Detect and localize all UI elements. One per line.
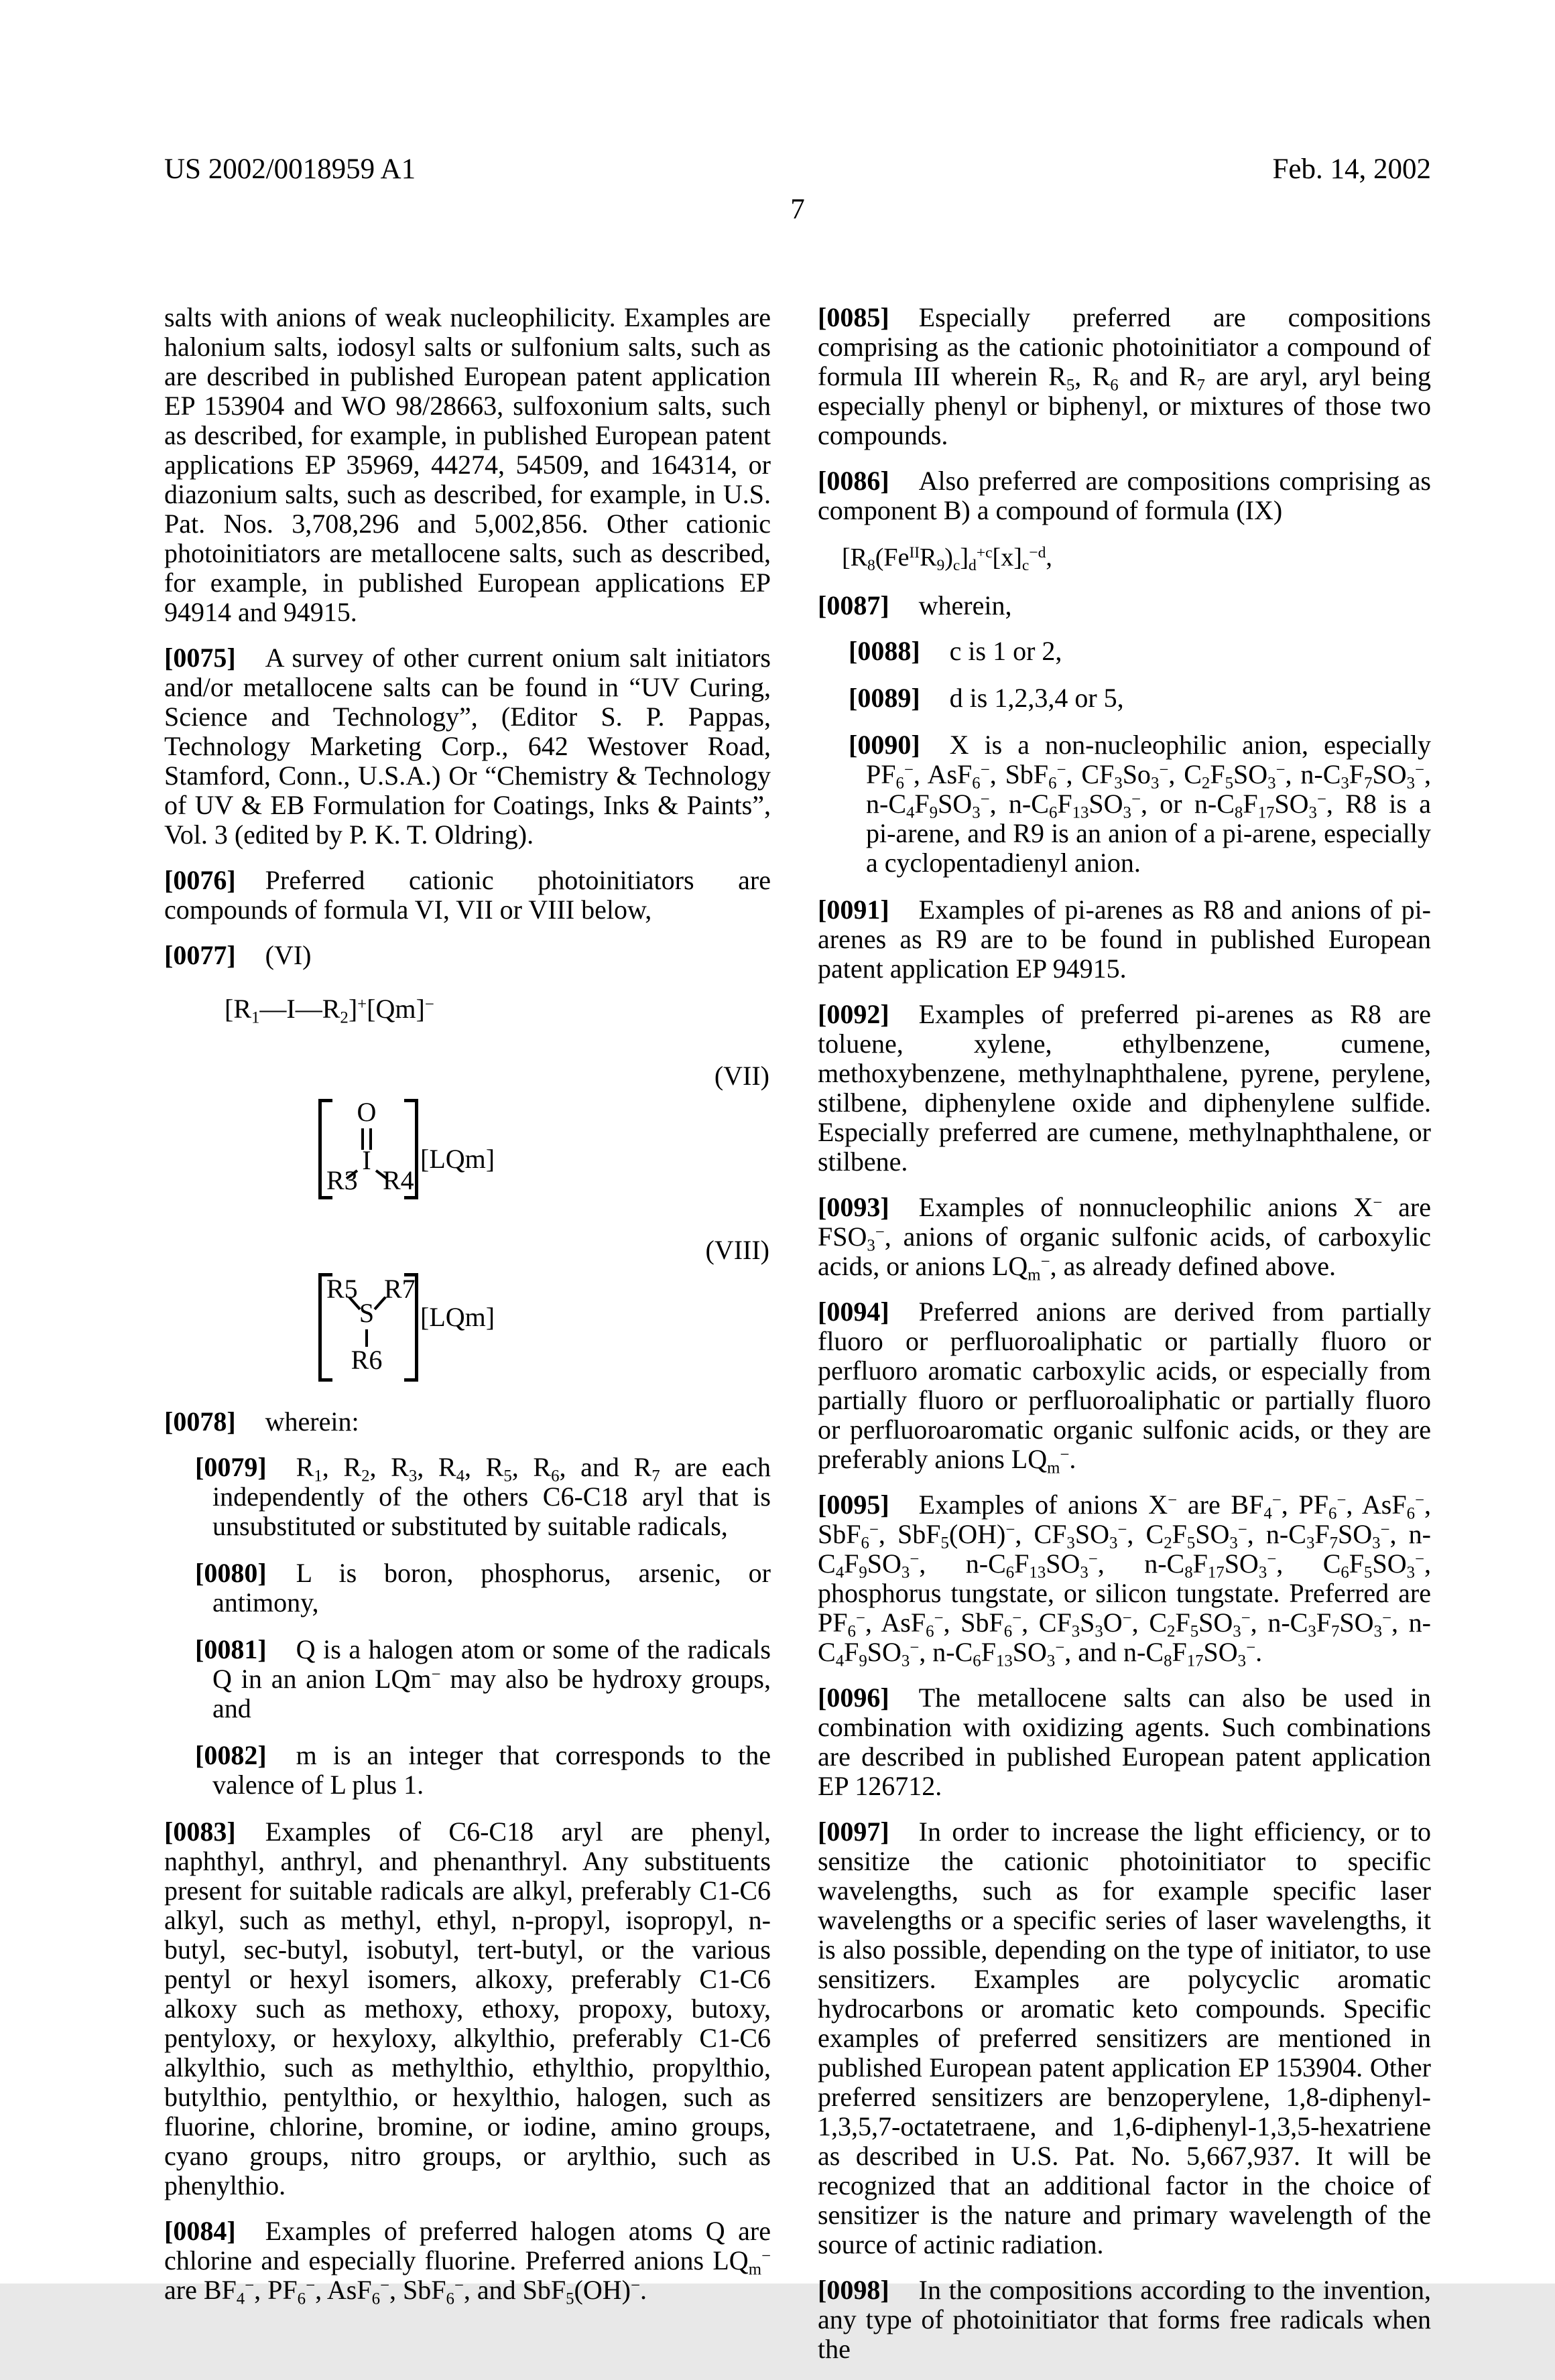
paragraph-tag: [0098]: [818, 2275, 889, 2305]
paragraph-tag: [0096]: [818, 1682, 889, 1713]
paragraph-tag: [0097]: [818, 1816, 889, 1847]
structure-formula-viii: [318, 1273, 493, 1387]
formula-label-viii: (VIII): [705, 1235, 769, 1265]
group-r3: R3: [326, 1165, 358, 1195]
paragraph-text: Examples of preferred halogen atoms Q are chlorine and especially fluorine. Preferred anions $LQ_m^-$ are $BF_4^-$, $PF_6^-$, AsF$_6$−, SbF$_6$−, and SbF$_5$(OH)−.: [164, 2216, 771, 2308]
paragraph-tag: [0076]: [164, 865, 236, 895]
paragraph-0081: [164, 1635, 771, 1723]
paragraph-text: wherein:: [265, 1406, 359, 1437]
paragraph-tag: [0093]: [818, 1192, 889, 1222]
atom-oxygen: O: [357, 1097, 377, 1127]
paragraph-text: In the compositions according to the invention, any type of photoinitiator that forms free radicals when the: [818, 2275, 1431, 2364]
page-number: 7: [790, 194, 805, 225]
paragraph-0094: [818, 1297, 1431, 1477]
paragraph-0085: [818, 303, 1431, 450]
paragraph-text: X is a non-nucleophilic anion, especially $PF_6^-$, AsF$_6$−, SbF$_6$−, $CF_3So_3^-$, $C_2F_5SO_3^-$, $n-C_3F_7SO_3^-$, $n-C_4F_9SO_3^-$, $n-C_6F_{13}SO_3^-$, or $n-C_8F_{17}SO_3^-$, R8 is a pi-arene, and R9 is an anion of a pi-arene, especially a cyclopentadienyl anion.: [866, 730, 1431, 878]
paragraph-0092: [818, 1000, 1431, 1177]
paragraph-0080: [164, 1559, 771, 1617]
left-column: [164, 303, 771, 2321]
paragraph-0087: [818, 591, 1431, 620]
paragraph-text: Preferred anions are derived from partially fluoro or perfluoroaliphatic or partially fluoro or perfluoro aromatic carboxylic acids, or especially from partially fluoro or perfluoroaliphatic or partially fluoro or perfluoroaromatic organic sulfonic acids, or they are preferably anions $LQ_m^-$.: [818, 1297, 1431, 1477]
paragraph-tag: [0079]: [195, 1452, 267, 1482]
paragraph-0075: [164, 643, 771, 850]
paragraph-tag: [0077]: [164, 940, 236, 970]
paragraph-text: Examples of anions X− are $BF_4^-$, $PF_6^-$, AsF$_6$−, SbF$_6$−, SbF$_5$(OH)−, $CF_3SO_3^-$, $C_2F_5SO_3^-$, $n-C_3F_7SO_3^-$, $n-C_4F_9SO_3^-$, $n-C_6F_{13}SO_3^-$, $n-C_8F_{17}SO_3^-$, $C_6F_5SO_3^-$, phosphorus tungstate, or silicon tungstate. Preferred are $PF_6^-$, AsF$_6$−, SbF$_6$−, $CF_3S_3O^-$, $C_2F_5SO_3^-$, $n-C_3F_7SO_3^-$, $n-C_4F_9SO_3^-$, $n-C_6F_{13}SO_3^-$, and $n-C_8F_{17}SO_3^-$.: [818, 1490, 1432, 1670]
paragraph-0078: [164, 1407, 771, 1437]
paragraph-0083: [164, 1817, 771, 2200]
paragraph-0076: [164, 866, 771, 925]
right-column-paragraphs-top: [818, 303, 1431, 525]
publication-number: US 2002/0018959 A1: [164, 153, 416, 185]
group-r5: R5: [326, 1274, 358, 1304]
paragraph-tag: [0075]: [164, 643, 236, 673]
atom-iodine: I: [362, 1145, 371, 1175]
paragraph-continuation: [164, 303, 771, 627]
paragraph-tag: [0085]: [818, 302, 889, 332]
paragraph-text: $R_1$, $R_2$, $R_3$, $R_4$, $R_5$, $R_6$, and $R_7$ are each independently of the others C6-C18 aryl that is unsubstituted or substituted by suitable radicals,: [212, 1452, 771, 1541]
paragraph-text: L is boron, phosphorus, arsenic, or antimony,: [212, 1558, 771, 1617]
paragraph-text: Examples of preferred pi-arenes as R8 are toluene, xylene, ethylbenzene, cumene, methoxybenzene, methylnaphthalene, pyrene, perylene, stilbene, diphenylene oxide and diphenylene sulfide. Especially preferred are cumene, methylnaphthalene, or stilbene.: [818, 999, 1431, 1177]
paragraph-text: Especially preferred are compositions comprising as the cationic photoinitiator a compound of formula III wherein $R_5$, $R_6$ and $R_7$ are aryl, aryl being especially phenyl or biphenyl, or mixtures of those two compounds.: [818, 302, 1432, 450]
paragraph-text: (VI): [265, 940, 312, 970]
paragraph-text: Examples of C6-C18 aryl are phenyl, naphthyl, anthryl, and phenanthryl. Any substituents present for suitable radicals are alkyl, preferably C1-C6 alkyl, such as methyl, ethyl, n-propyl, isopropyl, n-butyl, sec-butyl, isobutyl, tert-butyl, or the various pentyl or hexyl isomers, alkoxy, preferably C1-C6 alkoxy such as methoxy, ethoxy, propoxy, butoxy, pentyloxy, or hexyloxy, alkylthio, preferably C1-C6 alkylthio, such as methylthio, ethylthio, propylthio, butylthio, pentylthio, or hexylthio, halogen, such as fluorine, chlorine, bromine, or iodine, amino groups, cyano groups, nitro groups, or arylthio, such as phenylthio.: [164, 1816, 771, 2200]
paragraph-0089: [818, 683, 1431, 713]
paragraph-0082: [164, 1741, 771, 1800]
anion-lqm: [LQm]: [420, 1302, 495, 1332]
paragraph-0088: [818, 637, 1431, 666]
paragraph-tag: [0090]: [849, 730, 920, 760]
paragraph-0098: [818, 2275, 1431, 2364]
publication-date: Feb. 14, 2002: [1272, 153, 1431, 185]
paragraph-tag: [0078]: [164, 1406, 236, 1437]
right-column: [818, 303, 1431, 2380]
paragraph-text: wherein,: [918, 590, 1012, 620]
group-r6: R6: [351, 1345, 383, 1375]
formula-vi: $[R_1—I—R_2]^+[Qm]^-$: [225, 994, 434, 1027]
paragraph-tag: [0081]: [195, 1634, 267, 1664]
paragraph-tag: [0091]: [818, 895, 889, 925]
paragraph-text: Q is a halogen atom or some of the radicals Q in an anion LQm− may also be hydroxy groups, and: [212, 1634, 771, 1723]
paragraph-0095: [818, 1490, 1432, 1670]
paragraph-tag: [0086]: [818, 466, 889, 496]
paragraph-text: c is 1 or 2,: [949, 636, 1062, 666]
paragraph-text: The metallocene salts can also be used in combination with oxidizing agents. Such combinations are described in published European patent application EP 126712.: [818, 1682, 1431, 1801]
paragraph-tag: [0094]: [818, 1297, 889, 1327]
paragraph-tag: [0082]: [195, 1740, 267, 1770]
paragraph-text: salts with anions of weak nucleophilicity. Examples are halonium salts, iodosyl salts or sulfonium salts, such as are described in published European patent application EP 153904 and WO 98/28663, sulfoxonium salts, such as described, for example, in published European patent applications EP 35969, 44274, 54509, and 164314, or diazonium salts, such as described, for example, in U.S. Pat. Nos. 3,708,296 and 5,002,856. Other cationic photoinitiators are metallocene salts, such as described, for example, in published European applications EP 94914 and 94915.: [164, 302, 771, 627]
left-column-paragraphs-top: [164, 303, 771, 970]
paragraph-text: Examples of nonnucleophilic anions X− are $FSO_3^-$, anions of organic sulfonic acids, of carboxylic acids, or anions $LQ_m^-$, as already defined above.: [818, 1192, 1431, 1284]
paragraph-tag: [0080]: [195, 1558, 267, 1588]
group-r7: R7: [384, 1274, 416, 1304]
paragraph-0091: [818, 895, 1431, 984]
formula-ix: $[R_8(Fe^{II}R_9)_c]_d^{+c}[x]_c^{-d}$,: [842, 543, 1052, 575]
right-column-paragraphs-bottom: [818, 591, 1431, 2364]
left-column-paragraphs-bottom: [164, 1406, 771, 2308]
paragraph-0084: [164, 2216, 771, 2308]
paragraph-tag: [0084]: [164, 2216, 236, 2246]
paragraph-tag: [0087]: [818, 590, 889, 620]
paragraph-text: m is an integer that corresponds to the valence of L plus 1.: [212, 1740, 771, 1800]
paragraph-text: In order to increase the light efficiency, or to sensitize the cationic photoinitiator to specific wavelengths, such as for example specific laser wavelengths or a specific series of laser wavelengths, it is also possible, depending on the type of initiator, to use sensitizers. Examples are polycyclic aromatic hydrocarbons or aromatic keto compounds. Specific examples of preferred sensitizers are mentioned in published European patent application EP 153904. Other preferred sensitizers are benzoperylene, 1,8-diphenyl-1,3,5,7-octatetraene, and 1,6-diphenyl-1,3,5-hexatriene as described in U.S. Pat. No. 5,667,937. It will be recognized that an additional factor in the choice of sensitizer is the nature and primary wavelength of the source of actinic radiation.: [818, 1816, 1431, 2259]
paragraph-0077: [164, 941, 771, 970]
paragraph-text: Preferred cationic photoinitiators are compounds of formula VI, VII or VIII below,: [164, 865, 771, 925]
paragraph-text: Also preferred are compositions comprising as component B) a compound of formula (IX): [818, 466, 1431, 525]
paragraph-tag: [0092]: [818, 999, 889, 1029]
paragraph-tag: [0089]: [849, 683, 920, 713]
paragraph-tag: [0083]: [164, 1816, 236, 1847]
structure-formula-vii: [318, 1099, 493, 1205]
paragraph-0093: [818, 1192, 1431, 1284]
atom-sulfur: S: [359, 1298, 375, 1328]
paragraph-0097: [818, 1817, 1431, 2259]
group-r4: R4: [383, 1165, 414, 1195]
paragraph-0086: [818, 466, 1431, 525]
paragraph-0090: [818, 730, 1431, 878]
paragraph-text: d is 1,2,3,4 or 5,: [949, 683, 1124, 713]
paragraph-text: Examples of pi-arenes as R8 and anions of pi-arenes as R9 are to be found in published European patent application EP 94915.: [818, 895, 1431, 984]
formula-label-vii: (VII): [714, 1061, 769, 1091]
paragraph-tag: [0088]: [849, 636, 920, 666]
anion-lqm: [LQm]: [420, 1144, 495, 1174]
paragraph-0096: [818, 1683, 1431, 1801]
paragraph-tag: [0095]: [818, 1490, 889, 1520]
paragraph-text: A survey of other current onium salt initiators and/or metallocene salts can be found in “UV Curing, Science and Technology”, (Editor S. P. Pappas, Technology Marketing Corp., 642 Westover Road, Stamford, Conn., U.S.A.) Or “Chemistry & Technology of UV & EB Formulation for Coatings, Inks & Paints”, Vol. 3 (edited by P. K. T. Oldring).: [164, 643, 771, 850]
paragraph-0079: [164, 1453, 771, 1541]
